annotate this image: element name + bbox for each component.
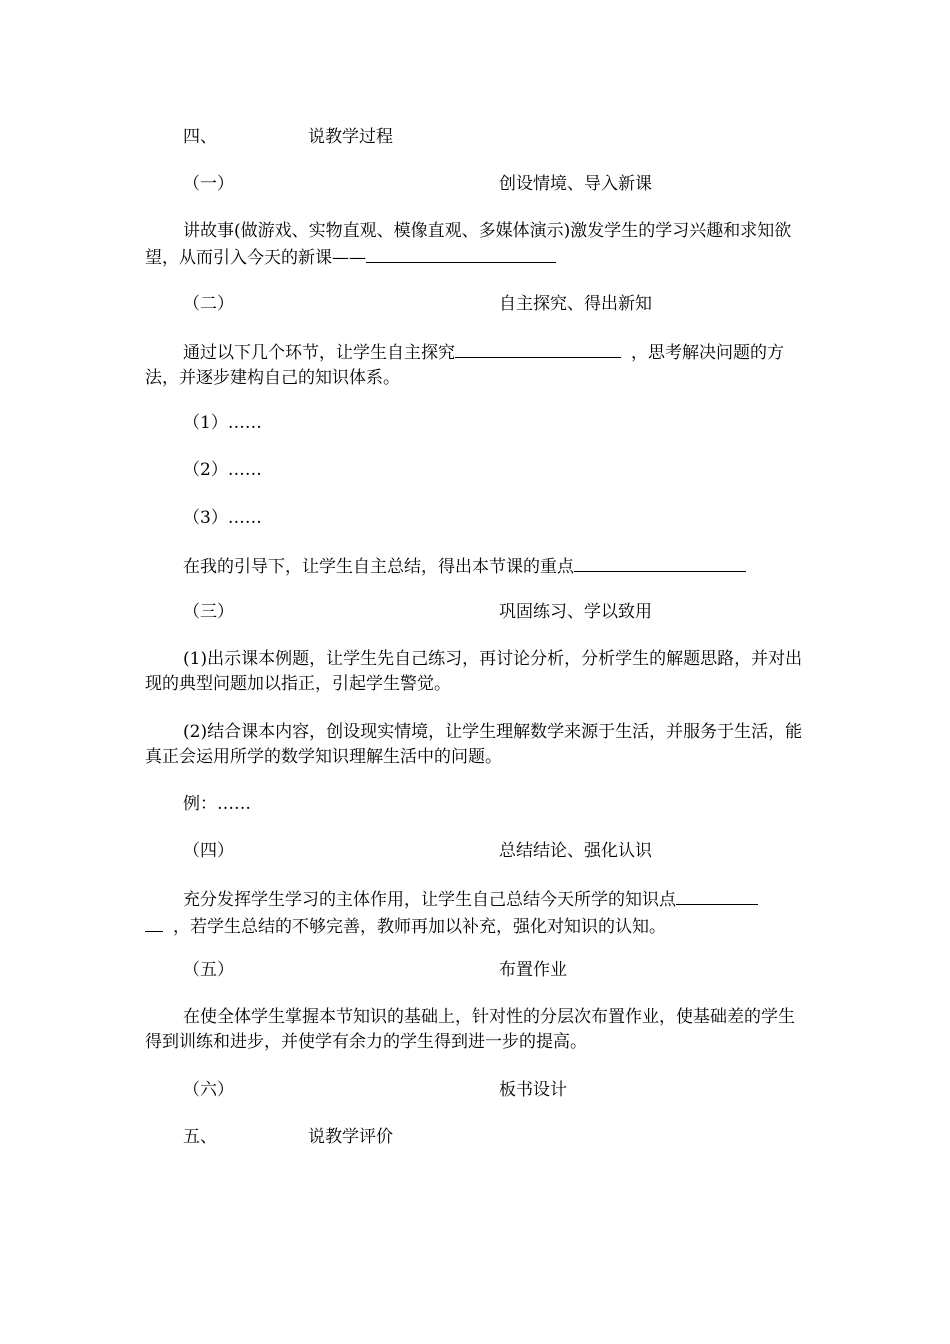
section-5-number: 五、 — [183, 1127, 217, 1147]
step-5-text: 在使全体学生掌握本节知识的基础上，针对性的分层次布置作业，使基础差的学生得到训练和进步，并使学有余力的学生得到进一步的提高。 — [145, 1007, 795, 1052]
step-4-text-a: 充分发挥学生学习的主体作用，让学生自己总结今天所学的知识点 — [183, 890, 676, 910]
step-3-paragraph-1 — [145, 647, 809, 697]
step-3-number: （三） — [183, 602, 234, 622]
step-3-example: 例：…… — [183, 794, 251, 814]
step-4-blank-b[interactable] — [145, 913, 163, 932]
step-2-summary — [183, 553, 746, 579]
step-4-text-b: ，若学生总结的不够完善，教师再加以补充，强化对知识的认知。 — [173, 917, 666, 937]
step-3-p1-text: (1)出示课本例题，让学生先自己练习，再讨论分析，分析学生的解题思路，并对出现的典型问题加以指正，引起学生警觉。 — [145, 649, 803, 694]
step-4-blank-a[interactable] — [676, 886, 758, 905]
step-2-number: （二） — [183, 294, 234, 314]
step-1-number: （一） — [183, 174, 234, 194]
step-1-paragraph — [145, 219, 809, 271]
step-5-number: （五） — [183, 960, 234, 980]
step-2-item-1: （1）…… — [183, 413, 262, 433]
step-2-summary-text: 在我的引导下，让学生自主总结，得出本节课的重点 — [183, 557, 574, 577]
step-2-summary-blank[interactable] — [574, 553, 746, 572]
step-2-paragraph — [145, 339, 809, 391]
step-3-p2-text: (2)结合课本内容，创设现实情境，让学生理解数学来源于生活，并服务于生活，能真正会运用所学的数学知识理解生活中的问题。 — [145, 722, 803, 767]
step-4-title: 总结结论、强化认识 — [499, 841, 652, 861]
step-3-paragraph-2 — [145, 720, 809, 770]
step-1-title: 创设情境、导入新课 — [499, 174, 652, 194]
step-1-text: 讲故事(做游戏、实物直观、模像直观、多媒体演示)激发学生的学习兴趣和求知欲望，从而引入今天的新课—— — [145, 221, 792, 268]
step-2-title: 自主探究、得出新知 — [499, 294, 652, 314]
step-6-title: 板书设计 — [499, 1080, 567, 1100]
step-2-item-3: （3）…… — [183, 508, 262, 528]
step-3-title: 巩固练习、学以致用 — [499, 602, 652, 622]
section-4-title: 说教学过程 — [308, 127, 393, 147]
step-2-text-b: ，思考解决问题的方法，并逐步建构自己的知识体系。 — [145, 343, 784, 388]
step-2-item-2: （2）…… — [183, 460, 262, 480]
step-6-number: （六） — [183, 1080, 234, 1100]
step-1-blank[interactable] — [366, 244, 556, 263]
section-5-title: 说教学评价 — [308, 1127, 393, 1147]
step-5-paragraph — [145, 1005, 809, 1055]
step-4-number: （四） — [183, 841, 234, 861]
step-2-text-a: 通过以下几个环节，让学生自主探究 — [183, 343, 455, 363]
step-5-title: 布置作业 — [499, 960, 567, 980]
step-4-paragraph — [145, 886, 809, 940]
section-4-number: 四、 — [183, 127, 217, 147]
step-2-blank[interactable] — [455, 339, 621, 358]
